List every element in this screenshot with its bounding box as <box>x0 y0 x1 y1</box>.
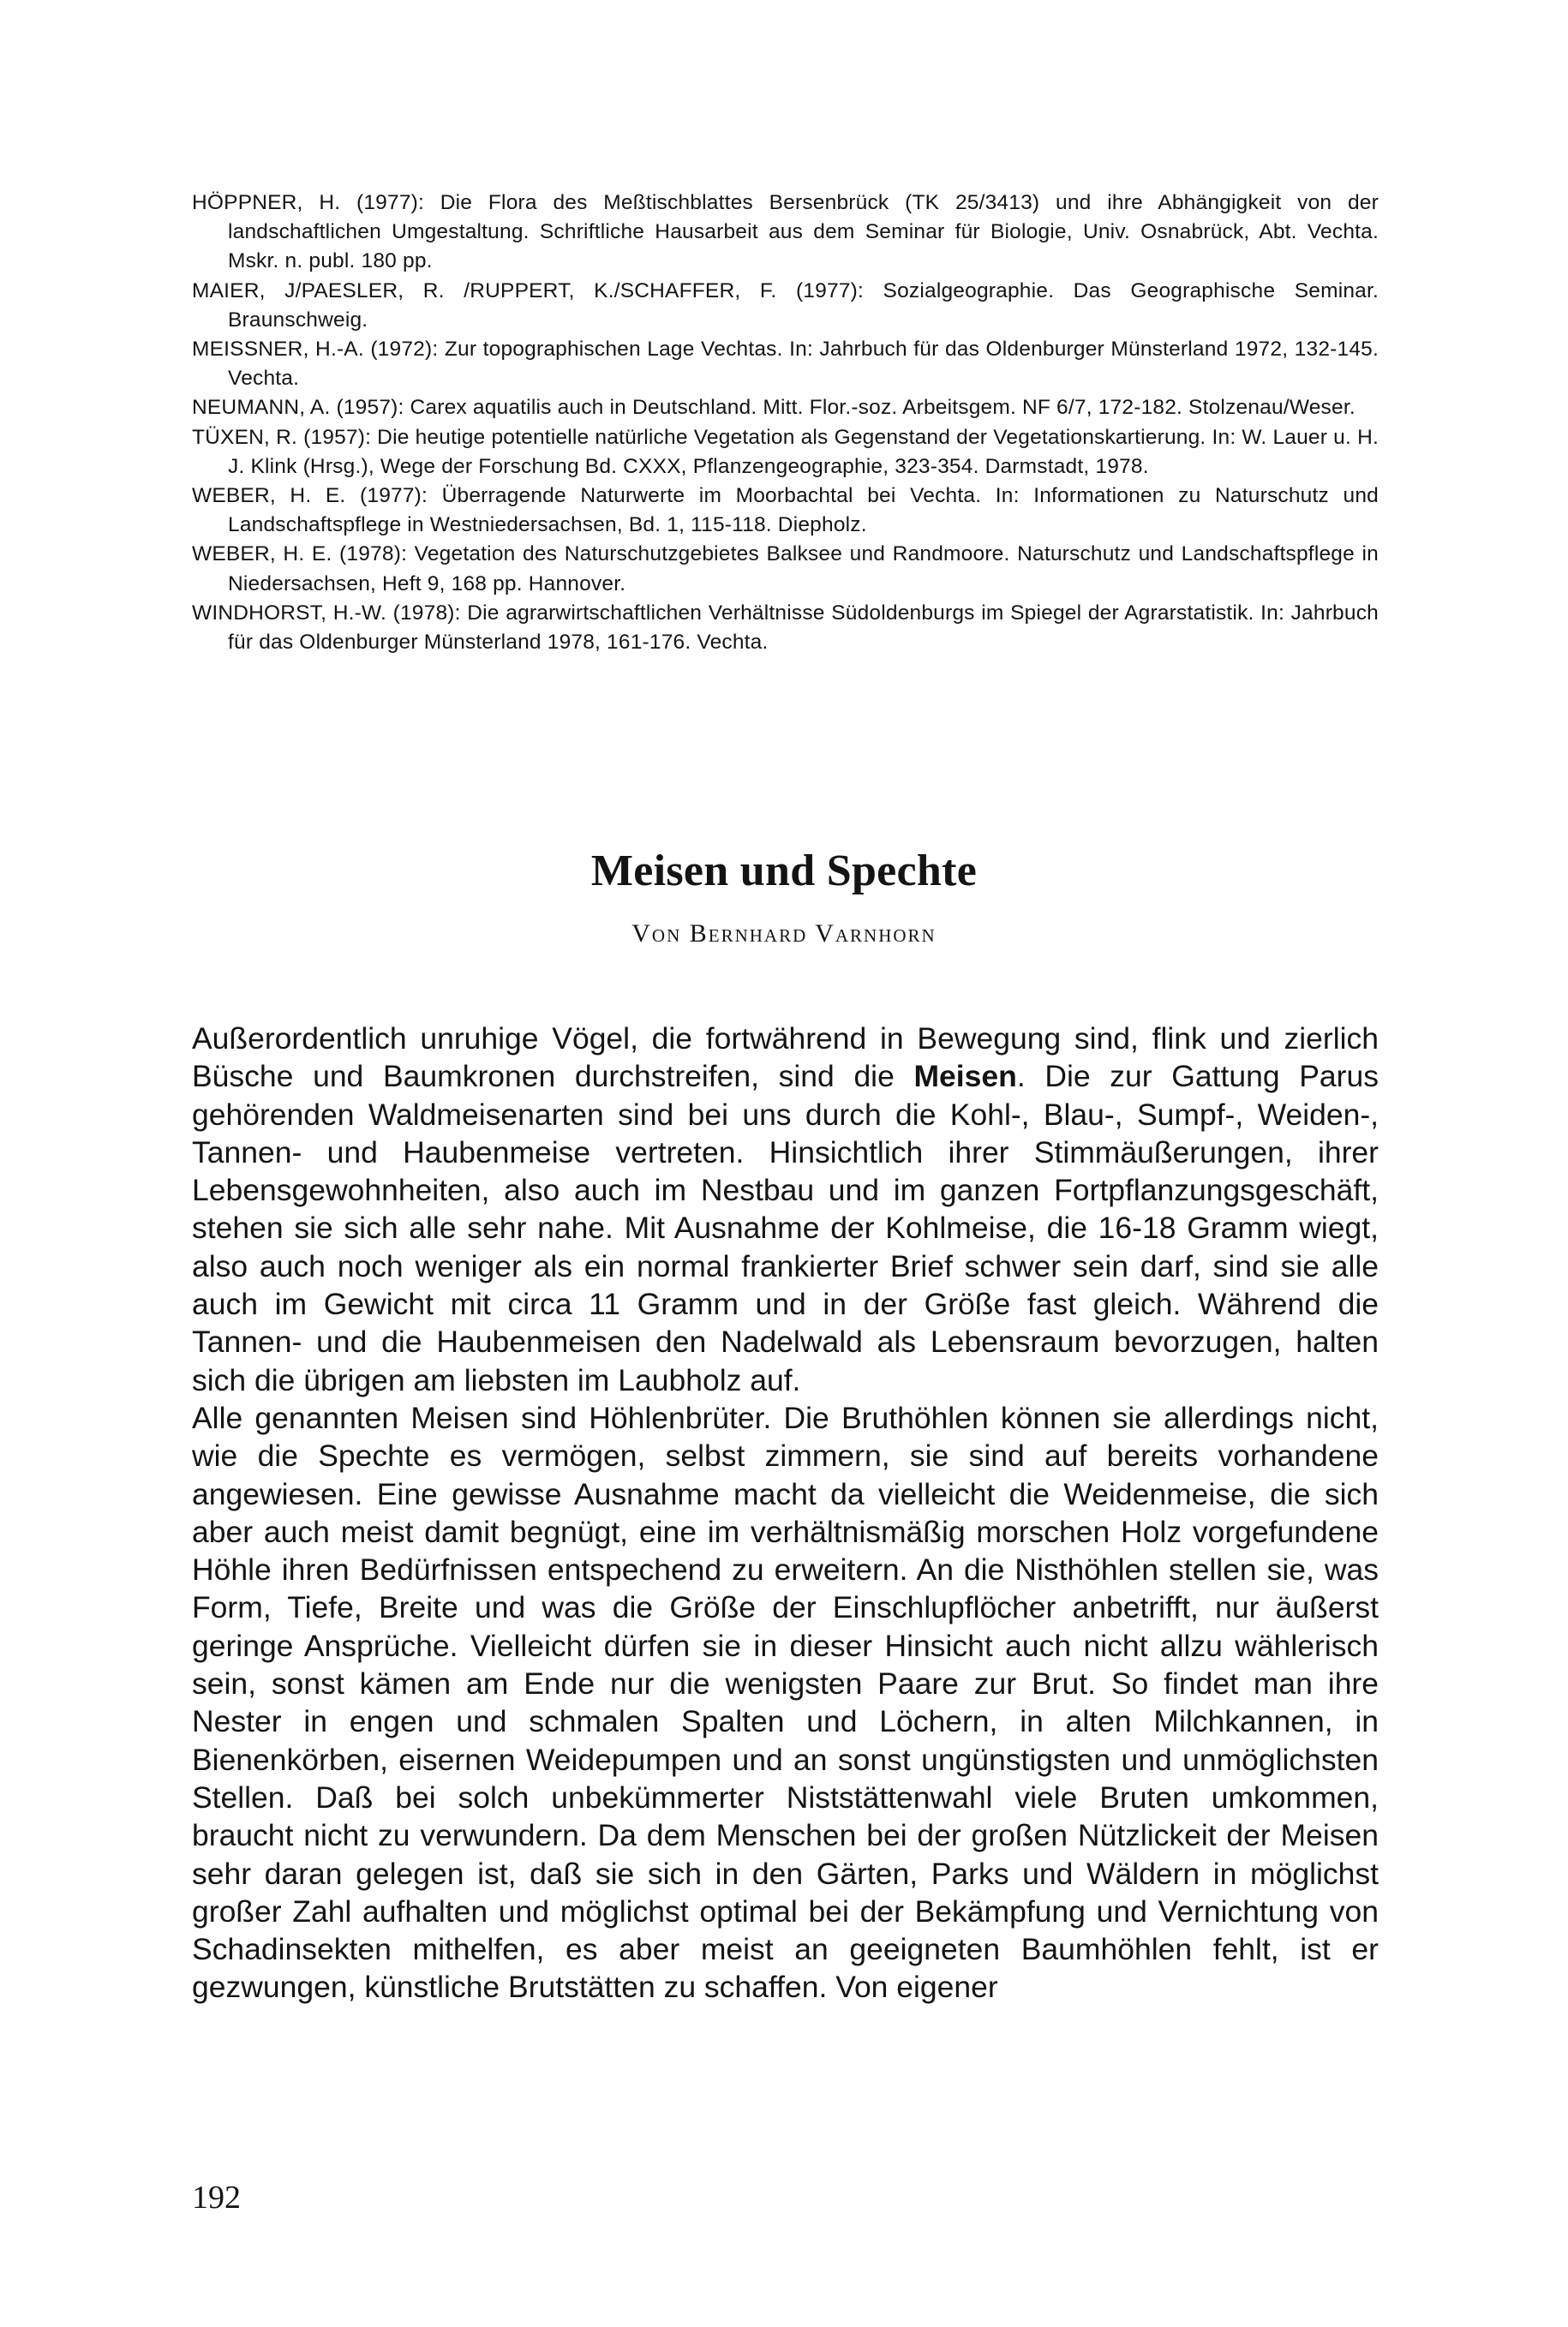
body-text-run: Außerordentlich unruhige Vögel, die fortwährend in Bewegung sind, flink und zierlich Büsche und Baumkronen durchstreifen, sind die <box>192 1021 1379 1094</box>
reference-entry: WINDHORST, H.-W. (1978): Die agrarwirtschaftlichen Verhältnisse Südoldenburgs im Spiegel der Agrarstatistik. In: Jahrbuch für das Oldenburger Münsterland 1978, 161-176. Vechta. <box>192 601 1379 655</box>
reference-entry: NEUMANN, A. (1957): Carex aquatilis auch in Deutschland. Mitt. Flor.-soz. Arbeitsgem. NF 6/7, 172-182. Stolzenau/Weser. <box>192 396 1356 420</box>
article-body <box>192 1020 1379 2007</box>
emphasized-term: Meisen <box>913 1059 1017 1094</box>
body-paragraph: Alle genannten Meisen sind Höhlenbrüter. Die Bruthöhlen können sie allerdings nicht, wie die Spechte es vermögen, selbst zimmern, sie sind auf bereits vorhandene angewiesen. Eine gewisse Ausnahme macht da vielleicht die Weidenmeise, die sich aber auch meist damit begnügt, eine im verhältnismäßig morschen Holz vorgefundene Höhle ihren Bedürfnissen entspechend zu erweitern. An die Nisthöhlen stellen sie, was Form, Tiefe, Breite und was die Größe der Einschlupflöcher anbetrifft, nur äußerst geringe Ansprüche. Vielleicht dürfen sie in dieser Hinsicht auch nicht allzu wählerisch sein, sonst kämen am Ende nur die wenigsten Paare zur Brut. So findet man ihre Nester in engen und schmalen Spalten und Löchern, in alten Milchkannen, in Bienenkörben, eisernen Weidepumpen und an sonst ungünstigsten und unmöglichsten Stellen. Daß bei solch unbekümmerter Niststättenwahl viele Bruten umkommen, braucht nicht zu verwundern. Da dem Menschen bei der großen Nützlickeit der Meisen sehr daran gelegen ist, daß sie sich in den Gärten, Parks und Wäldern in möglichst großer Zahl aufhalten und möglichst optimal bei der Bekämpfung und Vernichtung von Schadinsekten mithelfen, es aber meist an geeigneten Baumhöhlen fehlt, ist er gezwungen, künstliche Brutstätten zu schaffen. Von eigener <box>192 1400 1379 2005</box>
article-author: Von Bernhard Varnhorn <box>631 919 937 948</box>
reference-entry: MEISSNER, H.-A. (1972): Zur topographischen Lage Vechtas. In: Jahrbuch für das Oldenburger Münsterland 1972, 132-145. Vechta. <box>192 338 1379 391</box>
reference-entry: WEBER, H. E. (1978): Vegetation des Naturschutzgebietes Balksee und Randmoore. Naturschutz und Landschaftspflege in Niedersachsen, Heft 9, 168 pp. Hannover. <box>192 542 1379 595</box>
reference-list <box>192 188 1379 657</box>
reference-entry: HÖPPNER, H. (1977): Die Flora des Meßtischblattes Bersenbrück (TK 25/3413) und ihre Abhängigkeit von der landschaftlichen Umgestaltung. Schriftliche Hausarbeit aus dem Seminar für Biologie, Univ. Osnabrück, Abt. Vechta. Mskr. n. publ. 180 pp. <box>192 191 1379 273</box>
page-number: 192 <box>192 2180 241 2216</box>
body-text-run: . Die zur Gattung Parus gehörenden Waldmeisenarten sind bei uns durch die Kohl-, Blau-, Sumpf-, Weiden-, Tannen- und Haubenmeise vertreten. Hinsichtlich ihrer Stimmäußerungen, ihrer Lebensgewohnheiten, also auch im Nestbau und im ganzen Fortpflanzungsgeschäft, stehen sie sich alle sehr nahe. Mit Ausnahme der Kohlmeise, die 16-18 Gramm wiegt, also auch noch weniger als ein normal frankierter Brief schwer sein darf, sind sie alle auch im Gewicht mit circa 11 Gramm und in der Größe fast gleich. Während die Tannen- und die Haubenmeisen den Nadelwald als Lebensraum bevorzugen, halten sich die übrigen am liebsten im Laubholz auf. <box>192 1059 1379 1397</box>
reference-entry: WEBER, H. E. (1977): Überragende Naturwerte im Moorbachtal bei Vechta. In: Informationen zu Naturschutz und Landschaftspflege in Westniedersachsen, Bd. 1, 115-118. Diepholz. <box>192 484 1379 537</box>
body-paragraph <box>192 1020 1379 1399</box>
reference-entry: TÜXEN, R. (1957): Die heutige potentielle natürliche Vegetation als Gegenstand der Vegetationskartierung. In: W. Lauer u. H. J. Klink (Hrsg.), Wege der Forschung Bd. CXXX, Pflanzengeographie, 323-354. Darmstadt, 1978. <box>192 425 1379 478</box>
reference-entry: MAIER, J/PAESLER, R. /RUPPERT, K./SCHAFFER, F. (1977): Sozialgeographie. Das Geographische Seminar. Braunschweig. <box>192 278 1379 332</box>
article-title: Meisen und Spechte <box>590 846 978 895</box>
